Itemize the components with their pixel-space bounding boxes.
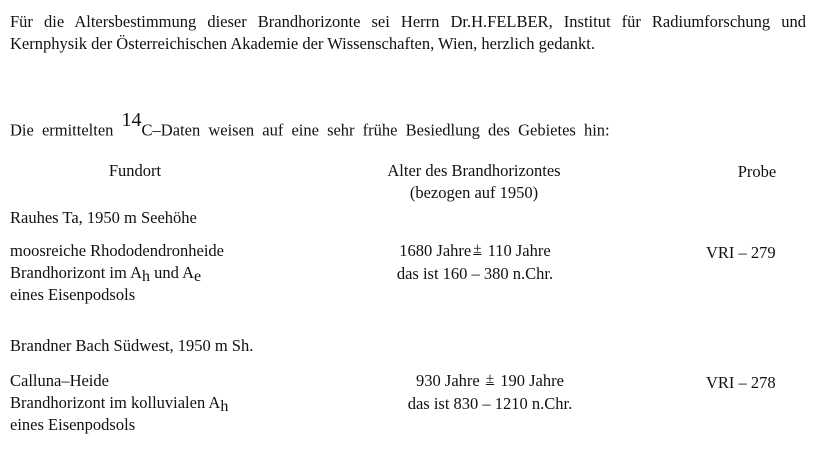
age-1-value <box>335 240 615 263</box>
horizon-1 <box>10 262 224 284</box>
plus-minus-2: ± <box>485 371 495 387</box>
site-name-1: Rauhes Ta, 1950 m Seehöhe <box>10 208 197 227</box>
header-fundort: Fundort <box>108 161 162 180</box>
site-name-2: Brandner Bach Südwest, 1950 m Sh. <box>10 336 254 355</box>
plus-minus-1: ± <box>473 241 482 257</box>
age-2-value <box>350 370 630 393</box>
site-description-2 <box>10 370 228 436</box>
horizon-1-sub-e: e <box>194 268 202 285</box>
age-2-date: das ist 830 – 1210 n.Chr. <box>407 394 573 413</box>
horizon-1-mid: und A <box>149 263 194 282</box>
isotope-superscript: 14 <box>121 109 142 131</box>
c14-intro-sentence <box>10 110 806 142</box>
c14-sentence-prefix: Die ermittelten <box>10 120 122 140</box>
horizon-2 <box>10 392 228 414</box>
age-2-error: 190 Jahre <box>500 371 564 390</box>
probe-2: VRI – 278 <box>706 373 776 392</box>
age-2-years: 930 Jahre <box>416 371 480 390</box>
site-description-1 <box>10 240 224 306</box>
soil-type-1: eines Eisenpodsols <box>10 285 136 304</box>
horizon-1-sub-h: h <box>141 268 150 285</box>
header-alter-line1: Alter des Brandhorizontes <box>387 161 561 180</box>
age-1-years: 1680 Jahre <box>399 241 472 260</box>
probe-1: VRI – 279 <box>706 243 776 262</box>
c14-sentence-suffix: C–Daten weisen auf eine sehr frühe Besiedlung des Gebietes hin: <box>141 120 610 140</box>
age-1 <box>335 240 615 285</box>
age-2 <box>350 370 630 415</box>
header-probe: Probe <box>737 162 777 181</box>
header-alter-line2: (bezogen auf 1950) <box>409 183 539 202</box>
horizon-2-text: Brandhorizont im kolluvialen A <box>10 393 221 412</box>
horizon-1-text: Brandhorizont im A <box>10 263 142 282</box>
age-1-error: 110 Jahre <box>487 241 551 260</box>
age-1-date: das ist 160 – 380 n.Chr. <box>396 264 554 283</box>
soil-type-2: eines Eisenpodsols <box>10 415 136 434</box>
vegetation-1: moosreiche Rhododendronheide <box>10 241 224 260</box>
header-alter <box>338 160 610 204</box>
vegetation-2: Calluna–Heide <box>10 371 109 390</box>
acknowledgement-paragraph: Für die Altersbestimmung dieser Brandhorizonte sei Herrn Dr.H.FELBER, Institut für Radiumforschung und Kernphysik der Österreichischen Akademie der Wissenschaften, Wien, herzlich gedankt. <box>10 12 806 53</box>
horizon-2-sub-h: h <box>220 398 229 415</box>
